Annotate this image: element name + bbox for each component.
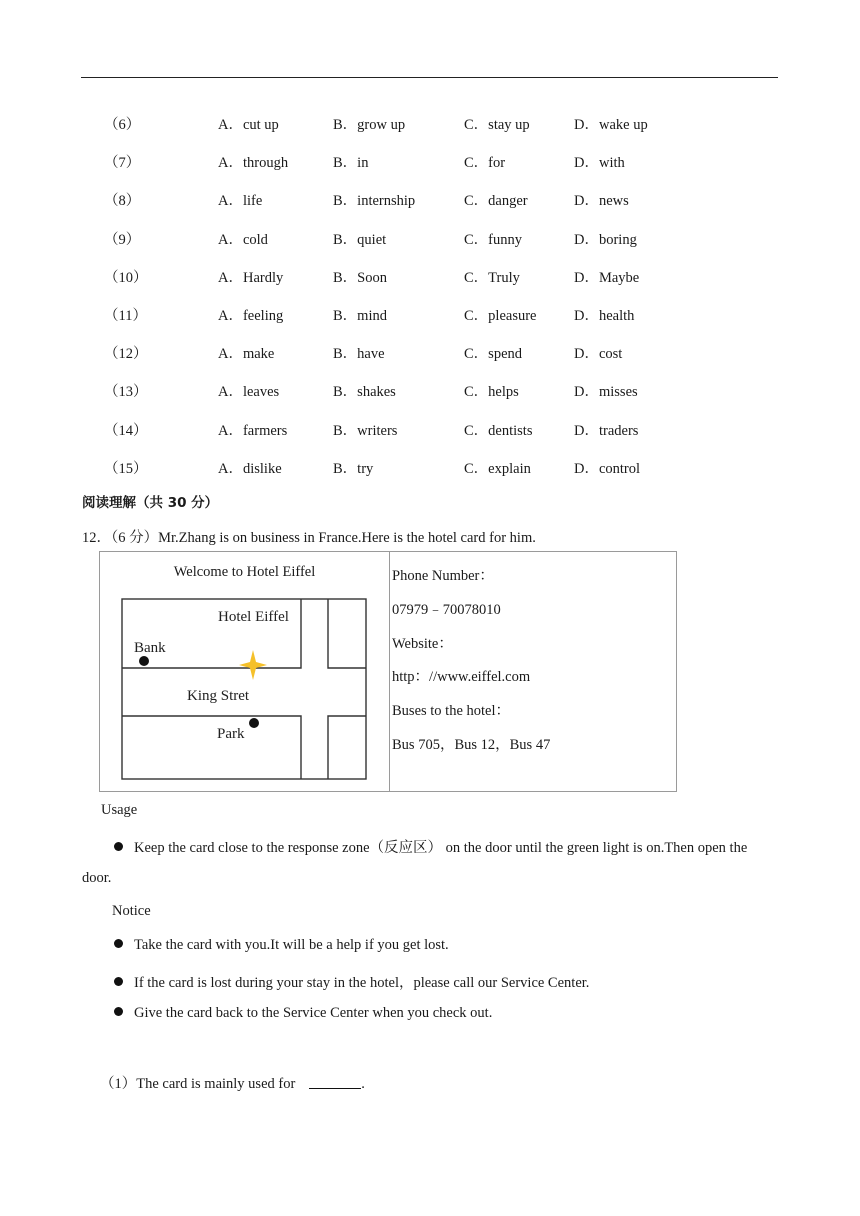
option-a: A．cut up bbox=[218, 117, 279, 133]
option-a: A．dislike bbox=[218, 460, 282, 477]
option-row bbox=[0, 222, 860, 260]
notice-text: Take the card with you.It will be a help if you get lost. bbox=[134, 937, 449, 953]
notice-text: If the card is lost during your stay in the hotel，please call our Service Center. bbox=[134, 975, 590, 991]
option-c: C．for bbox=[464, 155, 506, 172]
sub-question bbox=[100, 1072, 365, 1093]
map-label-hotel: Hotel Eiffel bbox=[218, 609, 289, 625]
option-c: C．pleasure bbox=[464, 307, 537, 324]
option-b: B．shakes bbox=[333, 384, 396, 401]
hotel-star-icon bbox=[239, 650, 267, 680]
section-title: 阅读理解（共 30 分） bbox=[82, 495, 219, 511]
answer-options-list bbox=[0, 107, 860, 489]
option-d: D．with bbox=[574, 155, 625, 172]
question-number: （6） bbox=[104, 117, 141, 133]
option-c: C．explain bbox=[464, 460, 531, 477]
option-b: B．in bbox=[333, 155, 369, 172]
header-rule bbox=[81, 77, 778, 78]
notice-heading: Notice bbox=[112, 903, 151, 919]
option-b: B．internship bbox=[333, 193, 416, 210]
option-c: C．funny bbox=[464, 231, 522, 248]
question-number: （10） bbox=[104, 269, 148, 286]
sub-question-period: . bbox=[361, 1076, 365, 1092]
option-a: A．make bbox=[218, 346, 275, 363]
phone-number: 07979﹣70078010 bbox=[392, 601, 501, 618]
option-d: D．wake up bbox=[574, 117, 648, 133]
table-divider bbox=[389, 552, 390, 791]
option-c: C．Truly bbox=[464, 269, 520, 286]
usage-heading: Usage bbox=[101, 802, 138, 818]
notice-item bbox=[114, 1005, 492, 1022]
option-a: A．farmers bbox=[218, 422, 288, 439]
question-number: （13） bbox=[104, 384, 148, 401]
usage-text-continued: door. bbox=[82, 870, 112, 886]
option-c: C．helps bbox=[464, 384, 519, 401]
option-d: D．health bbox=[574, 307, 635, 324]
option-c: C．stay up bbox=[464, 117, 530, 133]
option-a: A．Hardly bbox=[218, 269, 284, 286]
option-row bbox=[0, 374, 860, 412]
option-row bbox=[0, 145, 860, 183]
phone-label: Phone Number： bbox=[392, 568, 494, 584]
website-label: Website： bbox=[392, 635, 453, 652]
option-row bbox=[0, 413, 860, 451]
bullet-icon bbox=[114, 939, 123, 948]
map-label-street: King Stret bbox=[187, 688, 250, 704]
notice-item bbox=[114, 971, 589, 992]
bus-routes: Bus 705，Bus 12，Bus 47 bbox=[392, 736, 551, 753]
bullet-icon bbox=[114, 977, 123, 986]
map-block-park bbox=[122, 716, 301, 779]
option-d: D．boring bbox=[574, 231, 637, 248]
option-c: C．danger bbox=[464, 193, 528, 210]
option-row bbox=[0, 298, 860, 336]
question-number: （12） bbox=[104, 346, 148, 363]
option-a: A．leaves bbox=[218, 384, 280, 401]
usage-text: Keep the card close to the response zone（反应区） on the door until the green light is on.Then open the bbox=[134, 840, 748, 856]
option-row bbox=[0, 336, 860, 374]
option-row bbox=[0, 451, 860, 489]
bank-location-dot bbox=[139, 656, 149, 666]
question-number: （9） bbox=[104, 231, 141, 248]
hotel-card-table bbox=[99, 551, 677, 792]
hotel-map bbox=[121, 597, 367, 781]
option-c: C．spend bbox=[464, 346, 522, 363]
usage-line bbox=[114, 836, 747, 857]
option-d: D．news bbox=[574, 193, 629, 210]
bullet-icon bbox=[114, 842, 123, 851]
bullet-icon bbox=[114, 1007, 123, 1016]
option-c: C．dentists bbox=[464, 422, 533, 439]
option-a: A．through bbox=[218, 155, 289, 172]
map-label-park: Park bbox=[217, 726, 245, 742]
question-number: （15） bbox=[104, 460, 148, 477]
option-b: B．writers bbox=[333, 422, 398, 439]
map-block-right-bottom bbox=[328, 716, 366, 779]
option-b: B．try bbox=[333, 460, 374, 477]
card-welcome-text: Welcome to Hotel Eiffel bbox=[173, 564, 316, 580]
option-row bbox=[0, 107, 860, 145]
notice-item bbox=[114, 937, 449, 954]
option-d: D．control bbox=[574, 460, 641, 477]
option-b: B．have bbox=[333, 346, 385, 363]
map-block-right-top bbox=[328, 599, 366, 668]
option-a: A．cold bbox=[218, 231, 268, 248]
question-number: （7） bbox=[104, 155, 141, 172]
option-b: B．Soon bbox=[333, 269, 387, 286]
option-b: B．mind bbox=[333, 307, 387, 324]
option-d: D．misses bbox=[574, 384, 638, 401]
question-number: （14） bbox=[104, 422, 148, 439]
option-a: A．feeling bbox=[218, 307, 284, 324]
question-number: （11） bbox=[104, 307, 147, 324]
option-row bbox=[0, 183, 860, 221]
option-a: A．life bbox=[218, 193, 263, 210]
option-d: D．Maybe bbox=[574, 269, 640, 286]
question-prompt: 12．（6 分）Mr.Zhang is on business in France.Here is the hotel card for him. bbox=[82, 530, 536, 546]
answer-blank[interactable] bbox=[309, 1076, 361, 1089]
option-b: B．grow up bbox=[333, 117, 406, 133]
website-url: http：//www.eiffel.com bbox=[392, 669, 531, 686]
map-label-bank: Bank bbox=[134, 640, 166, 656]
card-info bbox=[392, 564, 550, 767]
buses-label: Buses to the hotel： bbox=[392, 703, 511, 720]
option-row bbox=[0, 260, 860, 298]
question-number: （8） bbox=[104, 193, 141, 210]
park-location-dot bbox=[249, 718, 259, 728]
option-d: D．traders bbox=[574, 422, 639, 439]
sub-question-text: （1）The card is mainly used for bbox=[100, 1076, 296, 1092]
option-b: B．quiet bbox=[333, 231, 387, 248]
option-d: D．cost bbox=[574, 346, 623, 363]
notice-text: Give the card back to the Service Center when you check out. bbox=[134, 1005, 493, 1021]
